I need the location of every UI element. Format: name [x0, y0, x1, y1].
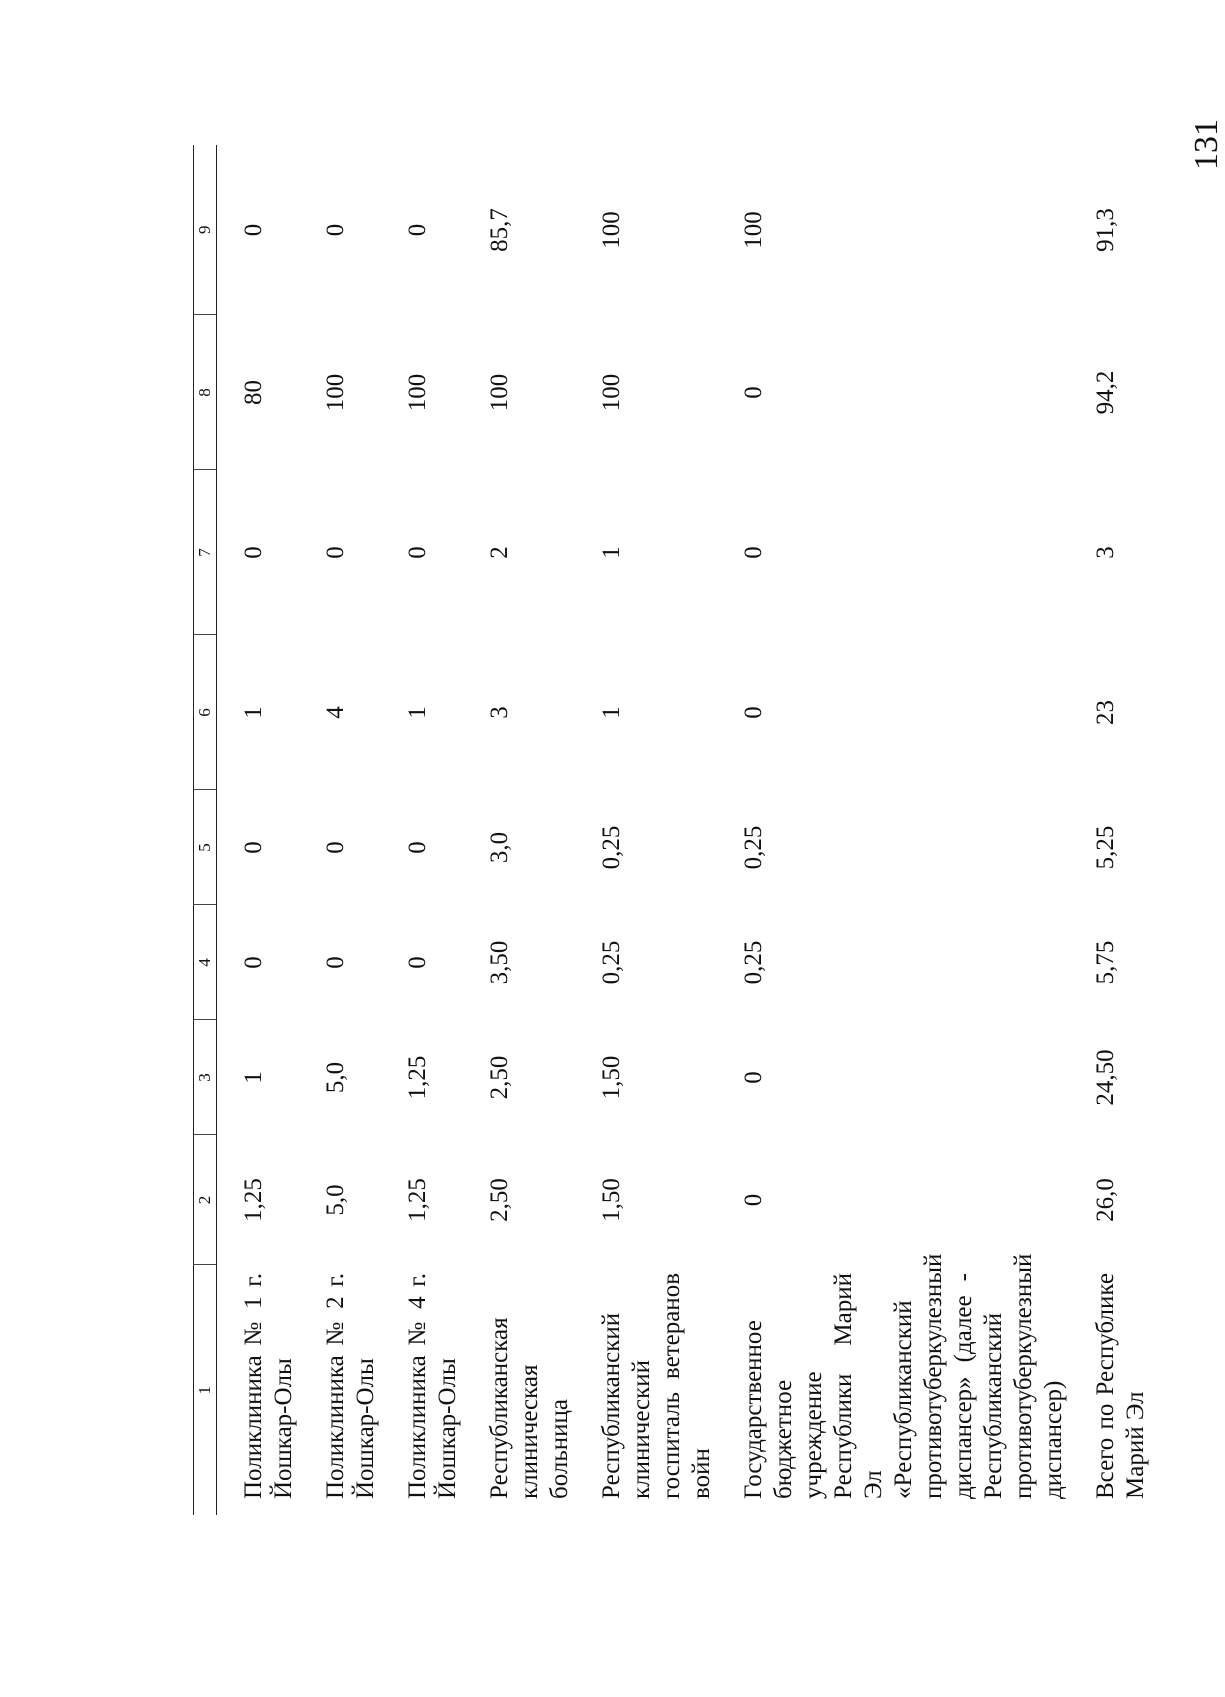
row-name: Всего по Республике Марий Эл: [1092, 1273, 1149, 1499]
table-cell: 2: [486, 546, 513, 559]
table-row: [299, 145, 381, 1515]
row-name: Республиканский клинический госпиталь ветеранов войн: [598, 1273, 715, 1499]
table-cell: 0: [740, 1071, 767, 1084]
table-cell: 100: [740, 211, 767, 249]
column-header-5: 5: [194, 790, 217, 905]
table-cell: 0: [322, 956, 349, 969]
header-row: [194, 145, 217, 1515]
table-row: [717, 145, 1069, 1515]
table-cell: 5,0: [322, 1184, 349, 1216]
table-cell: 3: [1092, 546, 1119, 559]
table-cell: 91,3: [1092, 208, 1119, 252]
table-cell: 3: [486, 706, 513, 719]
row-name: Республиканская клиническая больница: [486, 1317, 573, 1499]
table-cell: 94,2: [1092, 370, 1119, 415]
table-cell: 1: [240, 706, 267, 719]
table-cell: 1: [240, 1071, 267, 1084]
table-cell: 1,50: [598, 1178, 625, 1222]
row-name-cell: [1069, 1265, 1201, 1515]
table-cell: 100: [598, 373, 625, 412]
row-name-cell: [717, 1253, 1069, 1515]
table-cell: 0: [240, 841, 267, 854]
table-cell: 0: [740, 386, 767, 399]
table-cell: 1,25: [404, 1178, 431, 1222]
table-cell: 1: [404, 706, 431, 719]
table-cell: 3,50: [486, 940, 513, 985]
table-cell: 0: [740, 1193, 767, 1207]
table-cell: 0: [404, 956, 431, 969]
table-cell: 5,0: [322, 1061, 349, 1094]
column-header-2: 2: [194, 1135, 217, 1265]
row-name: Поликлиника № 1 г. Йошкар-Олы: [240, 1273, 297, 1499]
table-cell: 2,50: [486, 1178, 513, 1222]
table-cell: 100: [404, 373, 431, 412]
table-cell: 5,25: [1092, 825, 1119, 870]
table-cell: 3,0: [486, 831, 513, 864]
column-header-9: 9: [194, 145, 217, 315]
table-cell: 0: [240, 223, 267, 237]
table-cell: 80: [240, 380, 267, 405]
table-cell: 23: [1092, 700, 1119, 725]
table-row: [575, 145, 717, 1515]
page-number: 131: [1188, 119, 1225, 170]
table-cell: 0: [240, 956, 267, 969]
column-header-6: 6: [194, 635, 217, 790]
row-name-cell: [299, 1265, 381, 1515]
table-cell: 1,25: [240, 1178, 267, 1222]
table-cell: 1: [598, 546, 625, 559]
row-name-cell: [381, 1265, 463, 1515]
row-name-cell: [217, 1265, 300, 1515]
table-cell: 0,25: [740, 940, 767, 985]
table-cell: 4: [322, 706, 349, 719]
row-name: Поликлиника № 4 г. Йошкар-Олы: [404, 1273, 461, 1499]
column-header-7: 7: [194, 470, 217, 635]
table-cell: 0,25: [598, 825, 625, 870]
data-table-container: [193, 145, 1149, 1515]
table-cell: 0: [322, 841, 349, 854]
column-header-4: 4: [194, 905, 217, 1020]
column-header-3: 3: [194, 1020, 217, 1135]
table-row: [463, 145, 575, 1515]
table-cell: 100: [322, 373, 349, 412]
table-row: [217, 145, 300, 1515]
row-name-cell: [575, 1265, 717, 1515]
table-cell: 0: [404, 841, 431, 854]
data-table: [193, 145, 1201, 1515]
table-cell: 0: [404, 223, 431, 237]
table-cell: 1: [598, 706, 625, 719]
row-name: Поликлиника № 2 г. Йошкар-Олы: [322, 1273, 379, 1499]
table-cell: 0: [322, 546, 349, 559]
table-cell: 100: [598, 211, 625, 249]
table-cell: 1,25: [404, 1055, 431, 1100]
column-header-8: 8: [194, 315, 217, 470]
column-header-1: 1: [194, 1265, 217, 1515]
table-cell: 0: [240, 546, 267, 559]
table-cell: 1,50: [598, 1055, 625, 1100]
table-row: [381, 145, 463, 1515]
table-cell: 85,7: [486, 208, 513, 252]
table-cell: 0: [404, 546, 431, 559]
table-cell: 0,25: [598, 940, 625, 985]
table-cell: 0,25: [740, 825, 767, 870]
table-cell: 0: [740, 546, 767, 559]
table-cell: 26,0: [1092, 1178, 1119, 1222]
table-cell: 0: [740, 706, 767, 719]
table-cell: 0: [322, 223, 349, 237]
table-cell: 24,50: [1092, 1049, 1119, 1106]
row-name: Государственное бюджетное учреждение Республики Марий Эл «Республиканский противотуберкулезный диспансер» (далее - Республиканский противотуберкулезный диспансер): [740, 1253, 1067, 1499]
table-cell: 5,75: [1092, 940, 1119, 985]
table-cell: 2,50: [486, 1055, 513, 1100]
table-row-total: [1069, 145, 1201, 1515]
table-cell: 100: [486, 373, 513, 412]
row-name-cell: [463, 1265, 575, 1515]
